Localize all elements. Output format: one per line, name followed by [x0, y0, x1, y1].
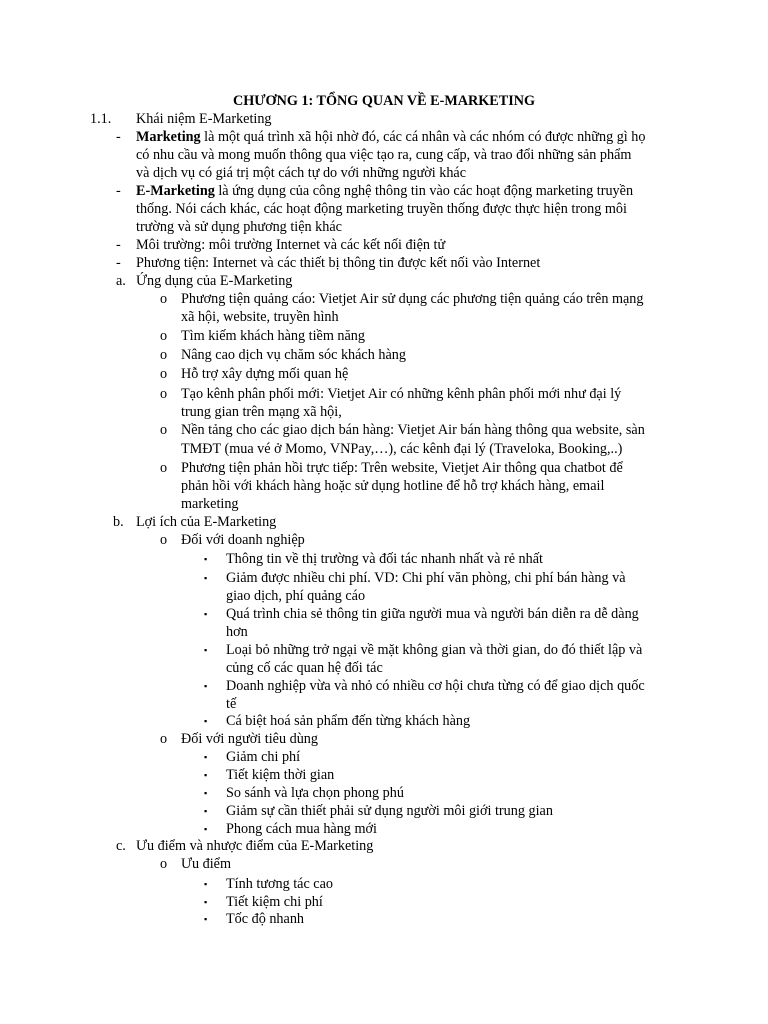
- square-bullet: ▪: [204, 879, 208, 889]
- square-bullet: ▪: [204, 752, 208, 762]
- square-bullet: ▪: [204, 770, 208, 780]
- subsection-c-marker: c.: [116, 838, 126, 854]
- list-item-line: Phong cách mua hàng mới: [226, 821, 377, 837]
- circle-marker: o: [160, 422, 168, 438]
- circle-marker: o: [160, 366, 168, 382]
- circle-marker: o: [160, 532, 168, 548]
- chapter-title: CHƯƠNG 1: TỔNG QUAN VỀ E-MARKETING: [232, 93, 536, 109]
- definition-marketing-line-2: có nhu cầu và mong muốn thông qua việc tạo ra, cung cấp, và trao đổi những sản phẩm: [136, 147, 632, 163]
- list-item-line: Loại bỏ những trở ngại về mặt không gian và thời gian, do đó thiết lập và: [226, 642, 643, 658]
- dash-marker: -: [116, 129, 121, 145]
- list-item-line: Doanh nghiệp vừa và nhỏ có nhiều cơ hội chưa từng có để giao dịch quốc: [226, 678, 645, 694]
- definition-means: Phương tiện: Internet và các thiết bị thông tin được kết nối vào Internet: [136, 255, 541, 271]
- group-heading-business: Đối với doanh nghiệp: [181, 532, 305, 548]
- list-item-line: Phương tiện phản hồi trực tiếp: Trên website, Vietjet Air thông qua chatbot để: [181, 460, 623, 476]
- subsection-a-marker: a.: [116, 273, 126, 289]
- definition-term: Marketing: [136, 129, 201, 145]
- list-item-line: Hỗ trợ xây dựng mối quan hệ: [181, 366, 349, 382]
- list-item-line: trung gian trên mạng xã hội,: [181, 404, 342, 420]
- list-item-line: marketing: [181, 496, 239, 512]
- square-bullet: ▪: [204, 914, 208, 924]
- square-bullet: ▪: [204, 645, 208, 655]
- subsection-b-marker: b.: [113, 514, 124, 530]
- square-bullet: ▪: [204, 609, 208, 619]
- dash-marker: -: [116, 237, 121, 253]
- list-item-line: Nền tảng cho các giao dịch bán hàng: Vietjet Air bán hàng thông qua website, sàn: [181, 422, 645, 438]
- list-item-line: Tiết kiệm chi phí: [226, 894, 323, 910]
- list-item-line: Tiết kiệm thời gian: [226, 767, 335, 783]
- list-item-line: Giảm chi phí: [226, 749, 301, 765]
- circle-marker: o: [160, 460, 168, 476]
- definition-marketing-line-1: Marketing là một quá trình xã hội nhờ đó, các cá nhân và các nhóm có được những gì họ: [136, 129, 646, 145]
- list-item-line: phản hồi với khách hàng hoặc sử dụng hotline để hỗ trợ khách hàng, email: [181, 478, 605, 494]
- list-item-line: Tìm kiếm khách hàng tiềm năng: [181, 328, 365, 344]
- square-bullet: ▪: [204, 573, 208, 583]
- section-heading: Khái niệm E-Marketing: [136, 111, 272, 127]
- list-item-line: Phương tiện quảng cáo: Vietjet Air sử dụng các phương tiện quảng cáo trên mạng: [181, 291, 644, 307]
- list-item-line: Tốc độ nhanh: [226, 911, 305, 927]
- list-item-line: củng cố các quan hệ đối tác: [226, 660, 383, 676]
- definition-emarketing-line-3: trường và sử dụng phương tiện khác: [136, 219, 342, 235]
- list-item-line: So sánh và lựa chọn phong phú: [226, 785, 404, 801]
- list-item-line: Quá trình chia sẻ thông tin giữa người mua và người bán diễn ra dễ dàng: [226, 606, 639, 622]
- circle-marker: o: [160, 856, 168, 872]
- square-bullet: ▪: [204, 824, 208, 834]
- list-item-line: Giảm sự cần thiết phải sử dụng người môi giới trung gian: [226, 803, 553, 819]
- list-item-line: hơn: [226, 624, 248, 640]
- list-item-line: giao dịch, phí quảng cáo: [226, 588, 366, 604]
- square-bullet: ▪: [204, 897, 208, 907]
- dash-marker: -: [116, 255, 121, 271]
- list-item-line: Thông tin về thị trường và đối tác nhanh nhất và rẻ nhất: [226, 551, 543, 567]
- subsection-a-heading: Ứng dụng của E-Marketing: [136, 273, 293, 289]
- list-item-line: Tạo kênh phân phối mới: Vietjet Air có những kênh phân phối mới như đại lý: [181, 386, 622, 402]
- definition-marketing-line-3: và dịch vụ có giá trị một cách tự do với những người khác: [136, 165, 467, 181]
- square-bullet: ▪: [204, 806, 208, 816]
- definition-term: E-Marketing: [136, 183, 215, 199]
- list-item-line: TMĐT (mua vé ở Momo, VNPay,…), các kênh đại lý (Traveloka, Booking,..): [181, 441, 623, 457]
- square-bullet: ▪: [204, 788, 208, 798]
- list-item-line: Giảm được nhiều chi phí. VD: Chi phí văn phòng, chi phí bán hàng và: [226, 570, 626, 586]
- subsection-c-heading: Ưu điểm và nhược điểm của E-Marketing: [136, 838, 374, 854]
- group-heading-consumer: Đối với người tiêu dùng: [181, 731, 318, 747]
- list-item-line: xã hội, website, truyền hình: [181, 309, 339, 325]
- definition-emarketing-line-1: E-Marketing là ứng dụng của công nghệ thông tin vào các hoạt động marketing truyền: [136, 183, 634, 199]
- list-item-line: tế: [226, 696, 237, 712]
- circle-marker: o: [160, 386, 168, 402]
- list-item-line: Tính tương tác cao: [226, 876, 333, 892]
- circle-marker: o: [160, 731, 168, 747]
- circle-marker: o: [160, 291, 168, 307]
- square-bullet: ▪: [204, 716, 208, 726]
- circle-marker: o: [160, 347, 168, 363]
- definition-emarketing-line-2: thống. Nói cách khác, các hoạt động marketing truyền thống được thực hiện trong môi: [136, 201, 627, 217]
- dash-marker: -: [116, 183, 121, 199]
- circle-marker: o: [160, 328, 168, 344]
- square-bullet: ▪: [204, 681, 208, 691]
- subsection-b-heading: Lợi ích của E-Marketing: [136, 514, 277, 530]
- section-number: 1.1.: [90, 111, 112, 127]
- list-item-line: Nâng cao dịch vụ chăm sóc khách hàng: [181, 347, 406, 363]
- definition-environment: Môi trường: môi trường Internet và các kết nối điện tử: [136, 237, 446, 253]
- list-item-line: Cá biệt hoá sản phẩm đến từng khách hàng: [226, 713, 471, 729]
- square-bullet: ▪: [204, 554, 208, 564]
- group-heading-advantages: Ưu điểm: [181, 856, 232, 872]
